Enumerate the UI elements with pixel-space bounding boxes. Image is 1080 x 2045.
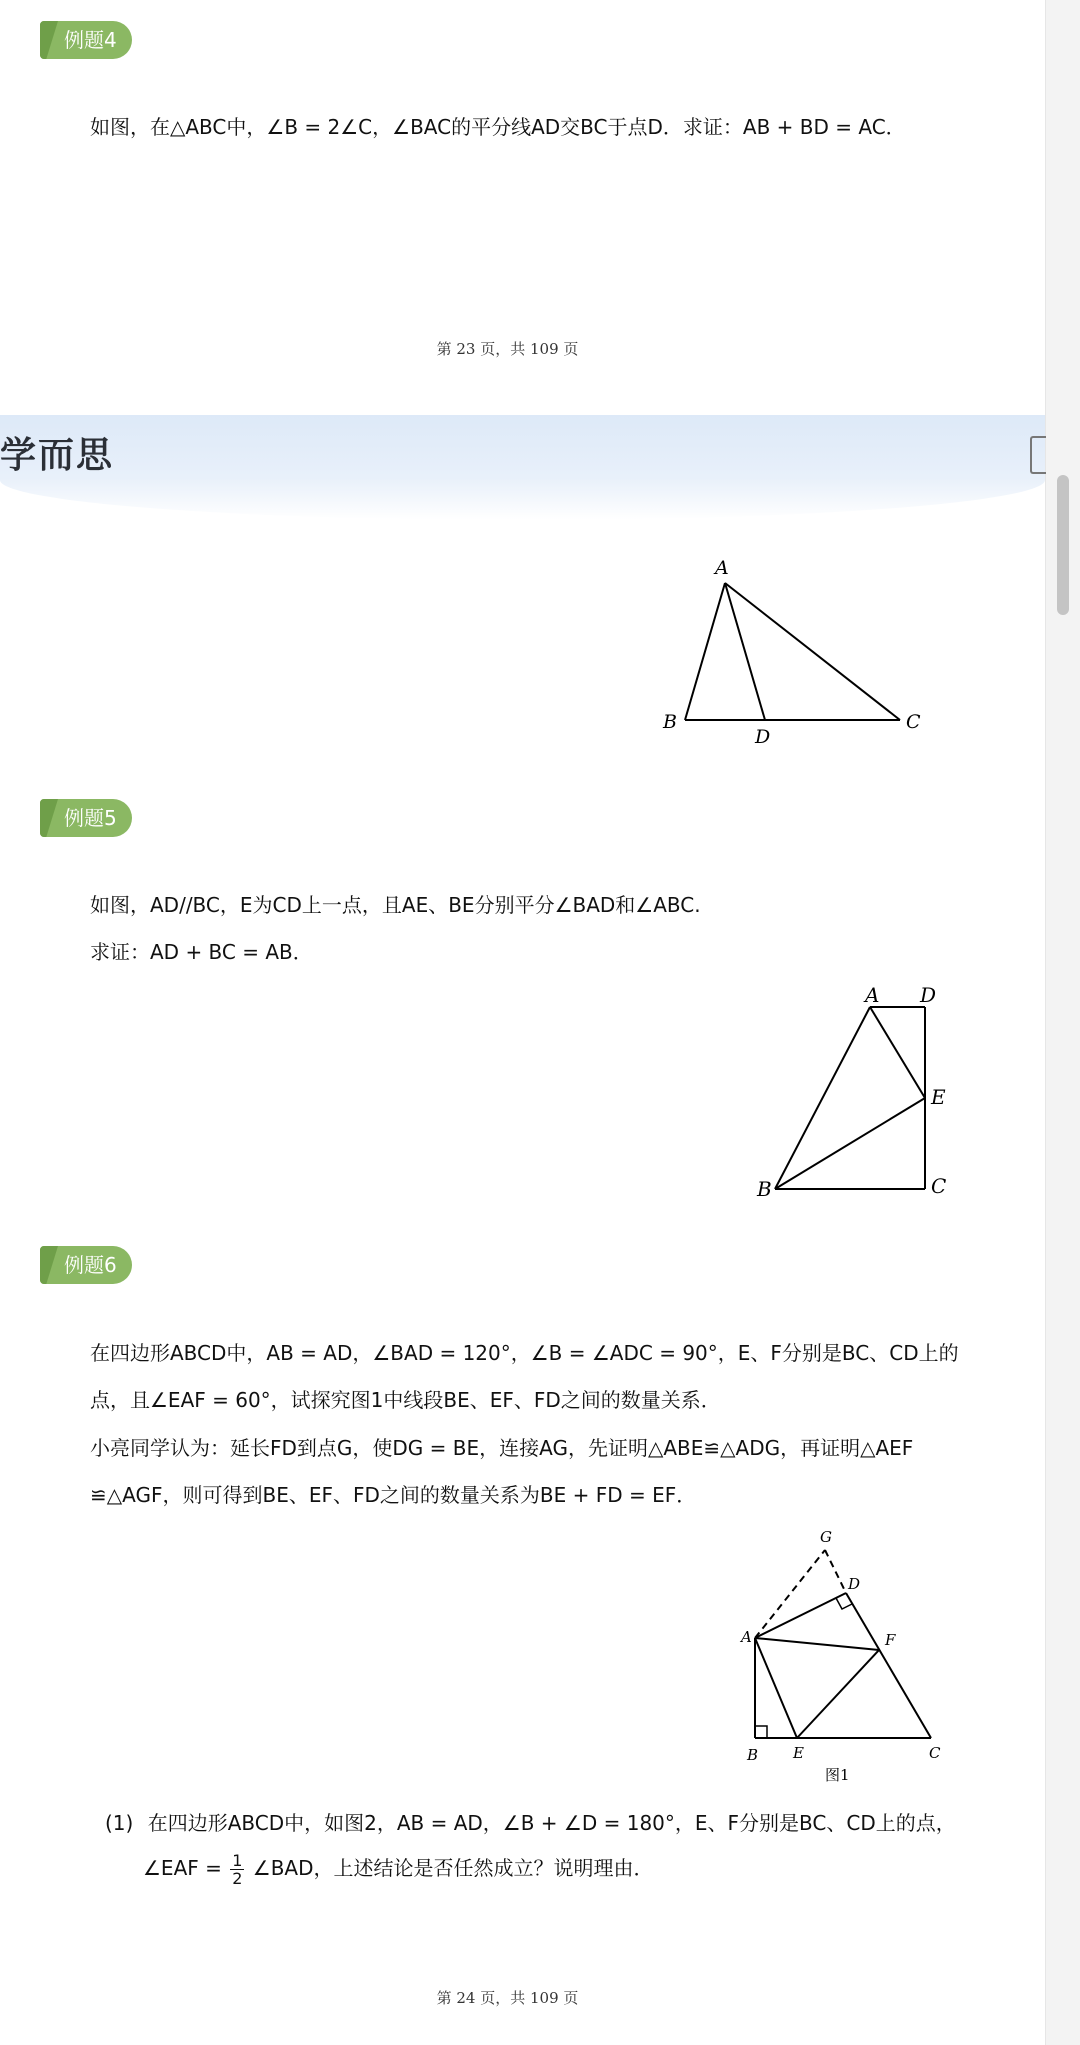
- question-1-text: 在四边形ABCD中，如图2，AB = AD，∠B + ∠D = 180°，E、F分别是BC、CD上的点，: [147, 1811, 956, 1835]
- segment-ac: [725, 583, 900, 720]
- segment-ab: [775, 1007, 870, 1189]
- question-1-line-1: [105, 1809, 956, 1837]
- fraction-denominator: 2: [232, 1869, 243, 1888]
- label-g: G: [820, 1528, 832, 1546]
- label-f: F: [885, 1631, 896, 1649]
- label-b: B: [757, 1177, 772, 1201]
- example-6-line-4: ≌△AGF，则可得到BE、EF、FD之间的数量关系为BE + FD = EF．: [90, 1483, 697, 1507]
- scrollbar-track[interactable]: [1045, 0, 1080, 2045]
- page-23-footer: 第 23 页，共 109 页: [436, 340, 579, 358]
- question-1-rhs: ∠BAD，上述结论是否任然成立？说明理由．: [252, 1856, 654, 1880]
- scrollbar-thumb[interactable]: [1057, 475, 1069, 615]
- bookmark-icon: [1030, 436, 1046, 474]
- question-1-lhs: ∠EAF =: [143, 1856, 222, 1880]
- page-header-banner: [0, 415, 1045, 520]
- example-5-tag: 例题5: [40, 799, 132, 837]
- example-5-line-2: 求证：AD + BC = AB．: [90, 940, 313, 964]
- label-e: E: [793, 1744, 804, 1762]
- example-4-figure: [650, 550, 940, 750]
- label-a: A: [865, 983, 880, 1007]
- label-d: D: [755, 726, 771, 748]
- example-6-figure: [735, 1520, 955, 1790]
- label-b: B: [747, 1746, 759, 1764]
- example-4-tag: 例题4: [40, 21, 132, 59]
- example-6-line-2: 点，且∠EAF = 60°，试探究图1中线段BE、EF、FD之间的数量关系．: [90, 1388, 721, 1412]
- label-a: A: [741, 1628, 752, 1646]
- example-6-tag: 例题6: [40, 1246, 132, 1284]
- segment-ag: [755, 1550, 825, 1638]
- segment-dc: [846, 1593, 931, 1738]
- segment-be: [775, 1098, 925, 1189]
- example-5-line-1: 如图，AD//BC，E为CD上一点，且AE、BE分别平分∠BAD和∠ABC.: [90, 893, 701, 917]
- label-c: C: [906, 711, 921, 733]
- segment-ae: [870, 1007, 925, 1098]
- question-1-number: (1): [105, 1811, 134, 1835]
- label-d: D: [848, 1575, 861, 1593]
- example-6-line-3: 小亮同学认为：延长FD到点G，使DG = BE，连接AG，先证明△ABE≌△ADG，再证明△AEF: [90, 1436, 914, 1460]
- segment-af: [755, 1638, 879, 1650]
- label-c: C: [931, 1174, 947, 1198]
- right-angle-b: [755, 1726, 767, 1738]
- example-5-figure: [745, 975, 965, 1210]
- example-4-text: 如图，在△ABC中，∠B = 2∠C，∠BAC的平分线AD交BC于点D．求证：AB + BD = AC．: [90, 115, 906, 139]
- segment-ad: [725, 583, 765, 720]
- segment-ef: [797, 1650, 879, 1738]
- question-1-line-2: [143, 1852, 654, 1887]
- example-6-line-1: 在四边形ABCD中，AB = AD，∠BAD = 120°，∠B = ∠ADC = 90°，E、F分别是BC、CD上的: [90, 1341, 959, 1365]
- label-a: A: [715, 557, 729, 579]
- label-b: B: [663, 711, 677, 733]
- label-c: C: [929, 1744, 941, 1762]
- segment-ab: [685, 583, 725, 720]
- figure-caption: 图1: [825, 1766, 850, 1784]
- fraction-one-half: [230, 1852, 244, 1887]
- segment-ae: [755, 1638, 797, 1738]
- page-24-footer: 第 24 页，共 109 页: [436, 1989, 579, 2007]
- label-e: E: [931, 1085, 946, 1109]
- segment-gd: [825, 1550, 846, 1593]
- segment-ad: [755, 1593, 846, 1638]
- fraction-numerator: 1: [232, 1851, 243, 1870]
- label-d: D: [920, 983, 937, 1007]
- banner-title: 学而思: [0, 435, 115, 476]
